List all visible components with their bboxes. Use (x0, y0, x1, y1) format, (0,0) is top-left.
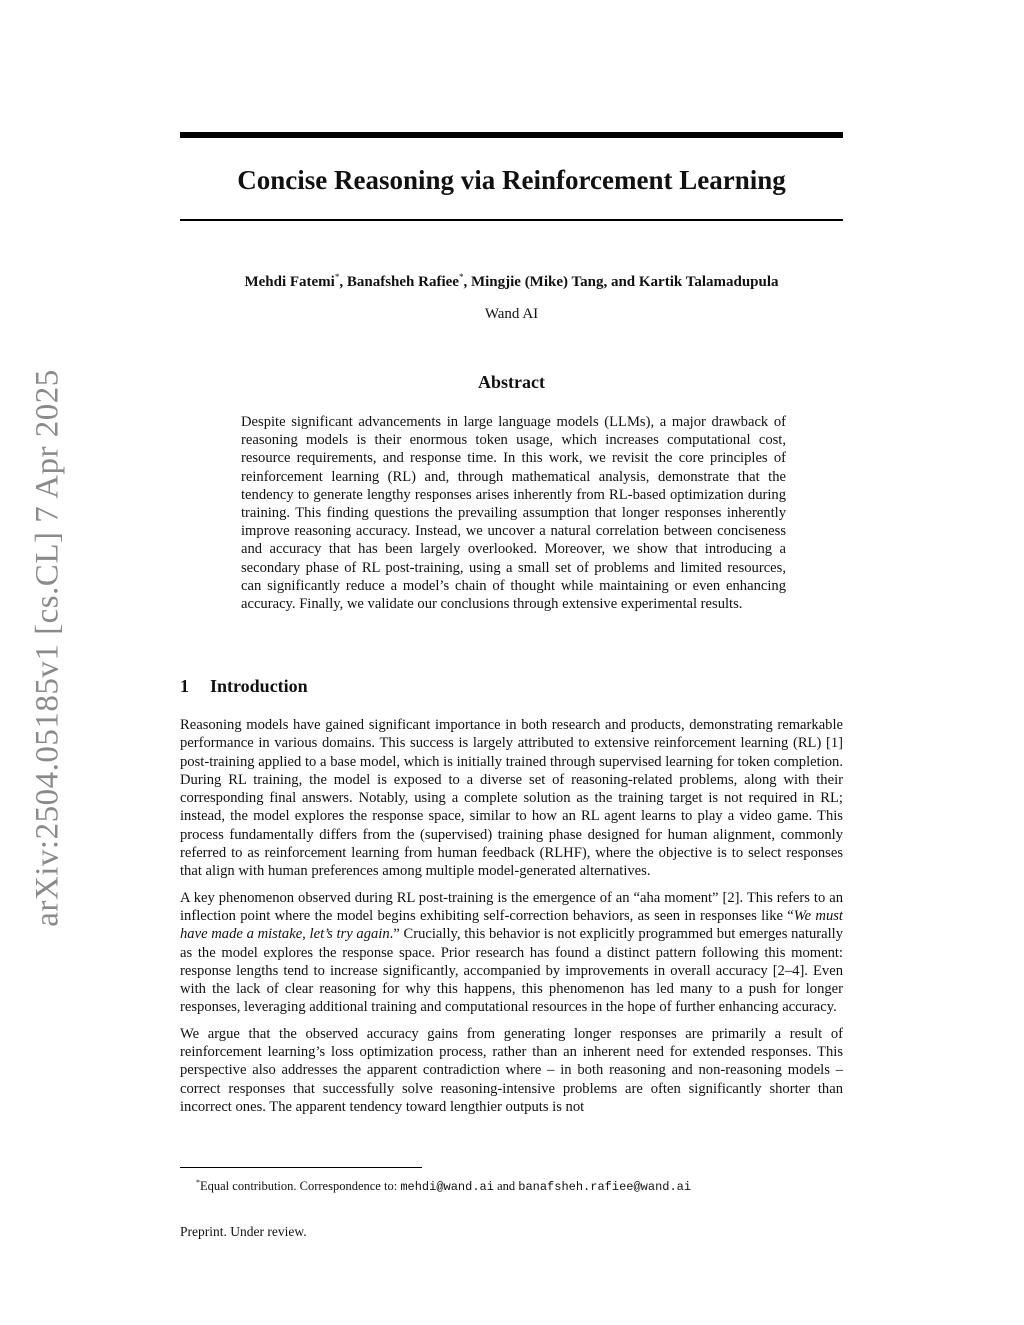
equal-contribution-mark: * (458, 272, 464, 282)
introduction-body (180, 716, 843, 1124)
section-heading (180, 673, 308, 699)
paragraph-text: .” Crucially, this behavior is not explicitly programmed but emerges naturally as the model explores the response space. Prior research has found a distinct pattern following this moment: response lengths tend to increase significantly, accompanied by improvements in overall accuracy [2–4]. Even with the lack of clear reasoning for why this happens, this phenomenon has led many to a push for longer responses, leveraging additional training and computational resources in the hope of further enhancing accuracy. (180, 926, 843, 1016)
abstract-text: Despite significant advancements in large language models (LLMs), a major drawback of reasoning models is their enormous token usage, which increases computational cost, resource requirements, and response time. In this work, we revisit the core principles of reinforcement learning (RL) and, through mathematical analysis, demonstrate that the tendency to generate lengthy responses arises inherently from RL-based optimization during training. This finding questions the prevailing assumption that longer responses inherently improve reasoning accuracy. Instead, we uncover a natural correlation between conciseness and accuracy that has been largely overlooked. Moreover, we show that introducing a secondary phase of RL post-training, using a small set of problems and limited resources, can significantly reduce a model’s chain of thought while maintaining or even enhancing accuracy. Finally, we validate our conclusions through extensive experimental results. (241, 414, 786, 613)
author-names-rest: , Mingjie (Mike) Tang, and Kartik Talamadupula (463, 274, 779, 290)
abstract-heading: Abstract (478, 372, 545, 392)
paragraph-text: A key phenomenon observed during RL post-training is the emergence of an “aha moment” [2]. This refers to an inflection point where the model begins exhibiting self-correction behaviors, as seen in responses like “ (180, 889, 843, 924)
author-name: Banafsheh Rafiee (346, 274, 459, 290)
title-top-rule (180, 132, 843, 138)
email-link[interactable]: mehdi@wand.ai (400, 1180, 494, 1195)
arxiv-identifier-text: arXiv:2504.05185v1 [cs.CL] 7 Apr 2025 (29, 369, 66, 927)
section-title: Introduction (210, 676, 308, 696)
paragraph: We argue that the observed accuracy gains from generating longer responses are primarily a result of reinforcement learning’s loss optimization process, rather than an inherent need for extended responses. This perspective also addresses the apparent contradiction where – in both reasoning and non-reasoning models – correct responses that successfully solve reasoning-intensive problems are often significantly shorter than incorrect ones. The apparent tendency toward lengthier outputs is not (180, 1025, 843, 1115)
section-number: 1 (180, 676, 189, 696)
paragraph: Reasoning models have gained significant importance in both research and products, demonstrating remarkable performance in various domains. This success is largely attributed to extensive reinforcement learning (RL) [1] post-training applied to a base model, which is initially trained through supervised learning for token completion. During RL training, the model is exposed to a diverse set of reasoning-related problems, along with their corresponding final answers. Notably, using a complete solution as the training target is not required in RL; instead, the model explores the response space, similar to how an RL agent learns to play a video game. This process fundamentally differs from the (supervised) training phase designed for human alignment, commonly referred to as reinforcement learning from human feedback (RLHF), where the objective is to select responses that align with human preferences among multiple model-generated alternatives. (180, 717, 843, 880)
footnote-mark: * (196, 1178, 200, 1187)
equal-contribution-mark: * (334, 272, 340, 282)
footnote-text: Equal contribution. Correspondence to: (200, 1179, 401, 1194)
footnote-rule (180, 1167, 422, 1168)
footnote-conjunction: and (493, 1179, 519, 1194)
affiliation: Wand AI (484, 306, 539, 322)
author-name: Mehdi Fatemi (244, 274, 335, 290)
paper-title: Concise Reasoning via Reinforcement Learning (237, 165, 786, 195)
author-list (180, 266, 843, 293)
preprint-note: Preprint. Under review. (180, 1224, 307, 1239)
title-bottom-rule (180, 219, 843, 221)
paragraph (180, 889, 843, 1017)
email-link[interactable]: banafsheh.rafiee@wand.ai (518, 1180, 692, 1195)
quoted-response: We must have made a mistake, let’s try again (180, 907, 843, 943)
footnote (196, 1174, 846, 1196)
author-separator: , (339, 274, 347, 290)
